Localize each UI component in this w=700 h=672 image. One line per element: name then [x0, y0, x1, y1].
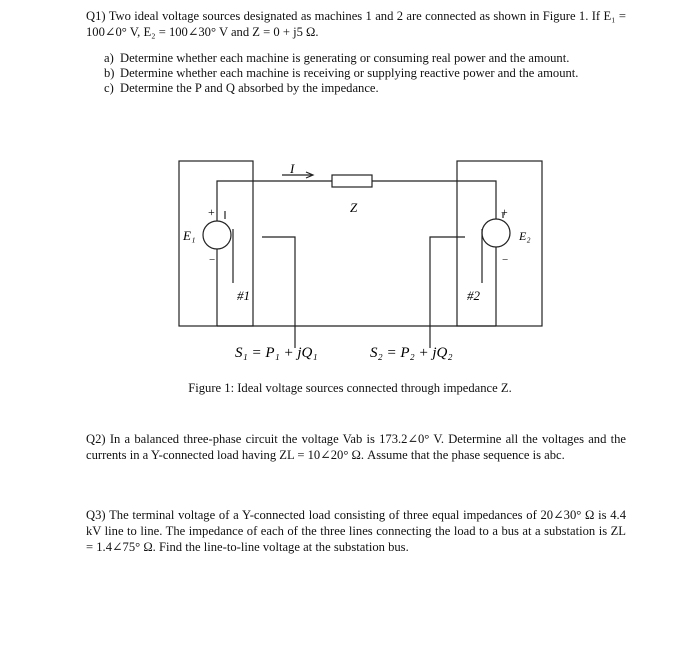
s1-equation: S₁ = P₁ + jQ₁: [235, 345, 318, 361]
q1-part-b-text: Determine whether each machine is receiving or supplying reactive power and the amount.: [120, 66, 579, 80]
source1-circle: [203, 221, 231, 249]
impedance-label: Z: [350, 200, 358, 215]
q1-part-a-marker: a): [104, 51, 114, 65]
top-wire-right: [372, 181, 496, 219]
machine1-label: #1: [237, 288, 250, 303]
q2-text: Q2) In a balanced three-phase circuit the voltage Vab is 173.2∠0° V. Determine all the voltages and the currents in a Y-connected load having ZL = 10∠20° Ω. Assume that the phase sequence is abc.: [86, 432, 626, 462]
source1-minus: −: [209, 254, 216, 266]
inner-wire-2: [430, 237, 465, 326]
q1-intro: Q1) Two ideal voltage sources designated as machines 1 and 2 are connected as shown in Figure 1. If E₁ = 100∠0° V, E₂ = 100∠30° V and Z = 0 + j5 Ω.: [86, 9, 626, 39]
source2-minus: −: [502, 254, 509, 266]
source2-label: E₂: [519, 229, 531, 243]
q1-part-c-marker: c): [104, 81, 114, 95]
machine2-label: #2: [467, 288, 480, 303]
current-label: I: [290, 161, 295, 176]
q1-part-a-text: Determine whether each machine is generating or consuming real power and the amount.: [120, 51, 570, 65]
source2-circle: [482, 219, 510, 247]
q3-text: Q3) The terminal voltage of a Y-connected load consisting of three equal impedances of 20∠30° Ω is 4.4 kV line to line. The impedance of each of the three lines connecting the load to a bus at a substation is ZL = 1.4∠75° Ω. Find the line-to-line voltage at the substation bus.: [86, 508, 626, 554]
s2-equation: S₂ = P₂ + jQ₂: [370, 345, 453, 361]
inner-wire-1: [262, 237, 295, 326]
source2-plus: +: [501, 205, 508, 219]
impedance-box: [332, 175, 372, 187]
q1-part-c-text: Determine the P and Q absorbed by the impedance.: [120, 81, 379, 95]
top-wire-left: [217, 181, 332, 188]
source1-plus: +: [208, 205, 215, 219]
source1-label: E₁: [183, 228, 196, 243]
figure-caption: Figure 1: Ideal voltage sources connected through impedance Z.: [188, 381, 512, 395]
q1-part-b-marker: b): [104, 66, 115, 80]
